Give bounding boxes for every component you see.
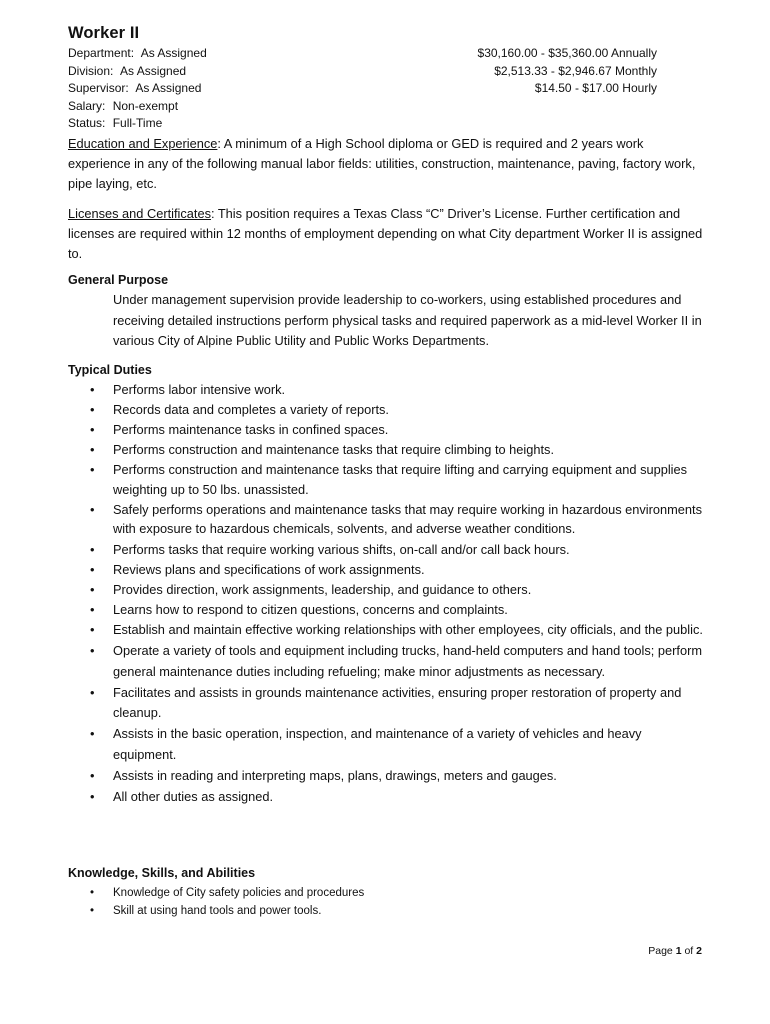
pay-monthly: $2,513.33 - $2,946.67 Monthly [494,63,657,78]
meta-label: Salary: [68,98,106,113]
salary-row [68,98,207,116]
bullet-icon: • [90,643,95,659]
list-item [68,460,708,499]
bullet-icon: • [90,561,95,577]
supervisor-row [68,80,207,98]
duty-text: Assists in reading and interpreting maps, plans, drawings, meters and gauges. [113,767,557,783]
bullet-icon: • [90,905,95,917]
meta-value: As Assigned [120,63,187,78]
duty-text: Establish and maintain effective working relationships with other employees, city officials, and the public. [113,621,703,637]
general-purpose-text: Under management supervision provide leadership to co-workers, using established procedures and receiving detailed instructions perform physical tasks and required paperwork as a mid-level Worker II in various City of Alpine Public Utility and Public Works Departments. [113,292,702,348]
bullet-icon: • [90,382,95,397]
meta-label: Supervisor: [68,81,129,96]
list-item [68,884,708,902]
bullet-icon: • [90,788,95,804]
pay-range [478,45,657,98]
bullet-icon: • [90,684,95,700]
bullet-icon: • [90,462,95,478]
education-heading: Education and Experience [68,136,218,151]
meta-label: Department: [68,46,135,60]
division-row [68,63,207,81]
page-prefix: Page [648,945,673,957]
duty-text: Safely performs operations and maintenance tasks that may require working in hazardous environments with exposure to hazardous chemicals, solvents, and adverse weather conditions. [113,501,702,537]
duty-text: Performs maintenance tasks in confined spaces. [113,422,389,438]
duty-text: All other duties as assigned. [113,788,274,804]
duty-text: Provides direction, work assignments, leadership, and guidance to others. [113,581,532,597]
list-item [68,560,708,580]
duty-text: Performs construction and maintenance tasks that require lifting and carrying equipment and supplies weighting up to 50 lbs. unassisted. [113,462,688,497]
bullet-icon: • [90,601,95,617]
department-row [68,45,207,63]
bullet-icon: • [90,541,95,557]
list-item [68,400,708,420]
bullet-icon: • [90,501,95,517]
job-meta-left [68,45,207,133]
meta-value: Full-Time [112,116,163,131]
status-row [68,115,207,133]
page-total: 2 [696,945,702,957]
bullet-icon: • [90,402,95,418]
duty-text: Performs tasks that require working various shifts, on-call and/or call back hours. [113,541,570,557]
ksa-list [68,884,708,920]
meta-value: As Assigned [140,46,207,60]
duty-text: Operate a variety of tools and equipment including trucks, hand-held computers and hand tools; perform general maintenance duties including refueling; make minor adjustments as necessary. [113,643,702,679]
list-item [68,500,708,539]
licenses-text: : This position requires a Texas Class “C” Driver’s License. Further certification and licenses are required within 12 months of employment depending on what City department Worker II is assigned to. [68,206,703,261]
bullet-icon: • [90,442,95,458]
bullet-icon: • [90,422,95,438]
list-item [68,440,708,460]
bullet-icon: • [90,726,95,742]
meta-value: Non-exempt [112,98,179,113]
list-item [68,683,708,724]
duty-text: Assists in the basic operation, inspection, and maintenance of a variety of vehicles and heavy equipment. [113,726,642,762]
licenses-paragraph [68,204,708,264]
duty-text: Performs labor intensive work. [113,382,286,397]
general-purpose-heading: General Purpose [68,273,169,287]
bullet-icon: • [90,887,95,899]
list-item [68,724,708,765]
duty-text: Reviews plans and specifications of work assignments. [113,561,425,577]
list-item [68,540,708,560]
pay-hourly: $14.50 - $17.00 Hourly [534,81,657,96]
bullet-icon: • [90,581,95,597]
list-item [68,420,708,440]
list-item [68,380,708,400]
page-of: of [684,945,694,957]
page-number [648,945,702,957]
bullet-icon: • [90,767,95,783]
list-item [68,902,708,920]
typical-duties-heading: Typical Duties [68,363,152,377]
meta-value: As Assigned [135,81,202,96]
duty-text: Learns how to respond to citizen questions, concerns and complaints. [113,601,508,617]
licenses-heading: Licenses and Certificates [68,206,211,221]
ksa-heading: Knowledge, Skills, and Abilities [68,866,256,880]
list-item [68,766,708,787]
duty-text: Performs construction and maintenance tasks that require climbing to heights. [113,442,555,458]
meta-label: Division: [68,63,114,78]
list-item [68,600,708,620]
page-current: 1 [675,945,682,957]
education-text: : A minimum of a High School diploma or GED is required and 2 years work experience in any of the following manual labor fields: utilities, construction, maintenance, paving, factory work, pipe laying, etc. [68,136,696,191]
list-item [68,641,708,682]
list-item [68,620,708,641]
meta-label: Status: [68,116,106,131]
ksa-text: Skill at using hand tools and power tools. [113,905,322,917]
duty-text: Facilitates and assists in grounds maintenance activities, ensuring proper restoration of property and cleanup. [113,684,682,721]
bullet-icon: • [90,621,95,637]
ksa-text: Knowledge of City safety policies and procedures [113,887,365,899]
education-paragraph [68,134,708,194]
list-item [68,787,708,808]
pay-annual: $30,160.00 - $35,360.00 Annually [477,46,657,60]
typical-duties-list [68,380,708,808]
page-title: Worker II [68,24,140,42]
list-item [68,580,708,600]
duty-text: Records data and completes a variety of reports. [113,402,389,418]
